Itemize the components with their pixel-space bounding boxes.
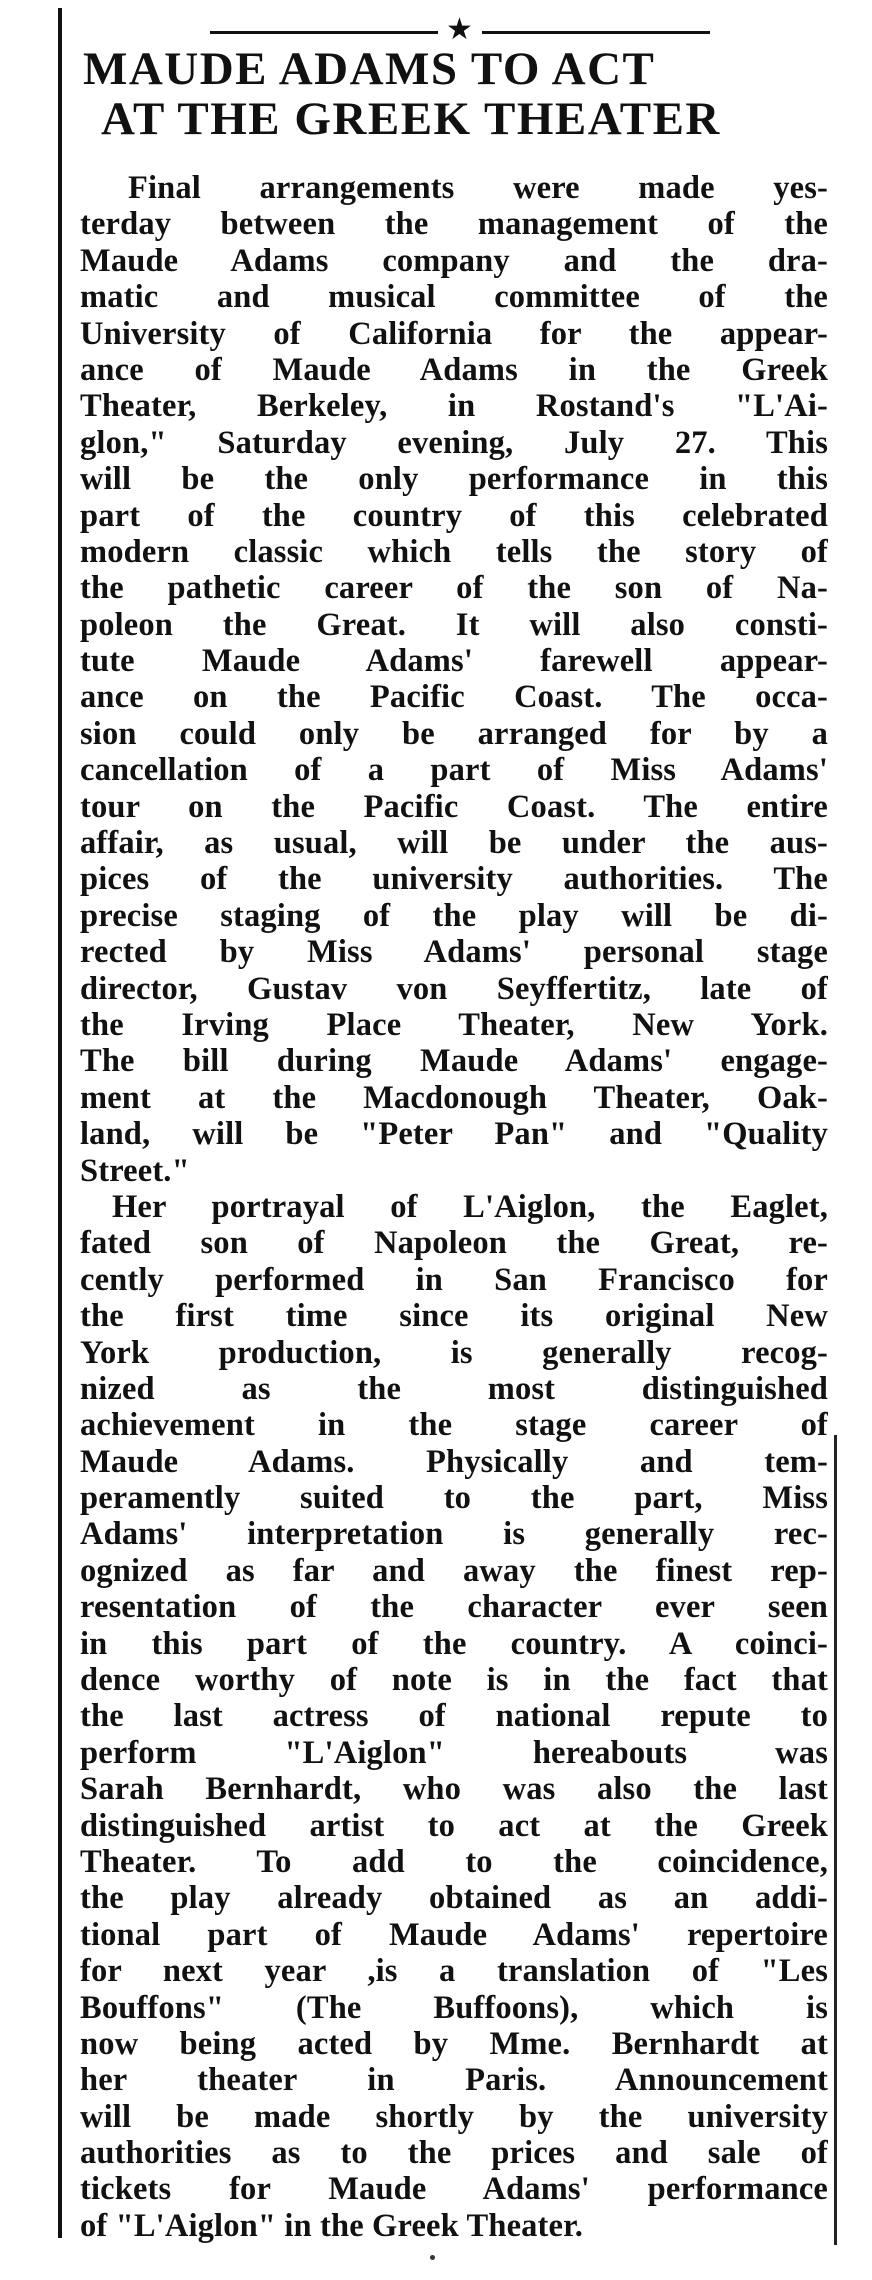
article-line: ance on the Pacific Coast. The occa- [80, 679, 828, 716]
article-line: perform "L'Aiglon" hereabouts was [80, 1734, 828, 1771]
article-line: glon," Saturday evening, July 27. This [80, 424, 828, 461]
article-line: cently performed in San Francisco for [80, 1261, 828, 1298]
article-line: the last actress of national repute to [80, 1698, 828, 1735]
paragraph-1 [80, 170, 828, 1189]
headline [75, 44, 855, 144]
article-line: her theater in Paris. Announcement [80, 2062, 828, 2099]
article-line: tute Maude Adams' farewell appear- [80, 643, 828, 680]
article-line: authorities as to the prices and sale of [80, 2135, 828, 2172]
ornament-line-right [482, 31, 710, 34]
article-line: poleon the Great. It will also consti- [80, 606, 828, 643]
article-line: terday between the management of the [80, 206, 828, 243]
article-line: cancellation of a part of Miss Adams' [80, 752, 828, 789]
article-line: will be made shortly by the university [80, 2098, 828, 2135]
article-line: pices of the university authorities. The [80, 861, 828, 898]
article-line: achievement in the stage career of [80, 1407, 828, 1444]
print-speck [430, 2255, 435, 2260]
article-line: the first time since its original New [80, 1298, 828, 1335]
article-line: tickets for Maude Adams' performance [80, 2171, 828, 2208]
article-line: now being acted by Mme. Bernhardt at [80, 2025, 828, 2062]
paragraph-2 [80, 1189, 828, 2244]
article-line: Sarah Bernhardt, who was also the last [80, 1771, 828, 1808]
article-line: Her portrayal of L'Aiglon, the Eaglet, [112, 1188, 828, 1225]
article-line: Maude Adams. Physically and tem- [80, 1443, 828, 1480]
ornament-line-left [210, 31, 438, 34]
article-line: the Irving Place Theater, New York. [80, 1006, 828, 1043]
article-line: rected by Miss Adams' personal stage [80, 934, 828, 971]
article-line: ance of Maude Adams in the Greek [80, 351, 828, 388]
article-line: Adams' interpretation is generally rec- [80, 1516, 828, 1553]
article-line: Maude Adams company and the dra- [80, 242, 828, 279]
article-line: in this part of the country. A coinci- [80, 1625, 828, 1662]
article-line: precise staging of the play will be di- [80, 897, 828, 934]
article-line: nized as the most distinguished [80, 1370, 828, 1407]
headline-line-2: AT THE GREEK THEATER [101, 93, 721, 145]
article-line: resentation of the character ever seen [80, 1589, 828, 1626]
article-line: Street." [80, 1152, 190, 1189]
article-line: Bouffons" (The Buffoons), which is [80, 1989, 828, 2026]
star-icon: ★ [446, 12, 473, 47]
article-line: distinguished artist to act at the Greek [80, 1807, 828, 1844]
article-line: the pathetic career of the son of Na- [80, 570, 828, 607]
article-line: tour on the Pacific Coast. The entire [80, 788, 828, 825]
article-line: affair, as usual, will be under the aus- [80, 825, 828, 862]
article-body [80, 170, 828, 2244]
article-line: The bill during Maude Adams' engage- [80, 1043, 828, 1080]
article-line: modern classic which tells the story of [80, 533, 828, 570]
article-line: tional part of Maude Adams' repertoire [80, 1916, 828, 1953]
article-line: will be the only performance in this [80, 461, 828, 498]
article-line: director, Gustav von Seyffertitz, late of [80, 970, 828, 1007]
article-line: Final arrangements were made yes- [128, 170, 828, 206]
article-line: peramently suited to the part, Miss [80, 1480, 828, 1517]
article-line: fated son of Napoleon the Great, re- [80, 1225, 828, 1262]
article-line: part of the country of this celebrated [80, 497, 828, 534]
column-rule-left [58, 8, 62, 2238]
article-line: Theater. To add to the coincidence, [80, 1843, 828, 1880]
article-line: sion could only be arranged for by a [80, 715, 828, 752]
article-line: University of California for the appear- [80, 315, 828, 352]
article-line: Theater, Berkeley, in Rostand's "L'Ai- [80, 388, 828, 425]
headline-line-1: MAUDE ADAMS TO ACT [83, 43, 656, 95]
article-line: land, will be "Peter Pan" and "Quality [80, 1116, 828, 1153]
article-line: ment at the Macdonough Theater, Oak- [80, 1079, 828, 1116]
article-line: matic and musical committee of the [80, 279, 828, 316]
article-line: ognized as far and away the finest rep- [80, 1552, 828, 1589]
article-line: York production, is generally recog- [80, 1334, 828, 1371]
article-line: the play already obtained as an addi- [80, 1880, 828, 1917]
article-line: of "L'Aiglon" in the Greek Theater. [80, 2207, 583, 2244]
article-line: for next year ,is a translation of "Les [80, 1953, 828, 1990]
star-ornament-rule [210, 12, 710, 47]
column-rule-right [834, 1435, 837, 2245]
article-line: dence worthy of note is in the fact that [80, 1662, 828, 1699]
